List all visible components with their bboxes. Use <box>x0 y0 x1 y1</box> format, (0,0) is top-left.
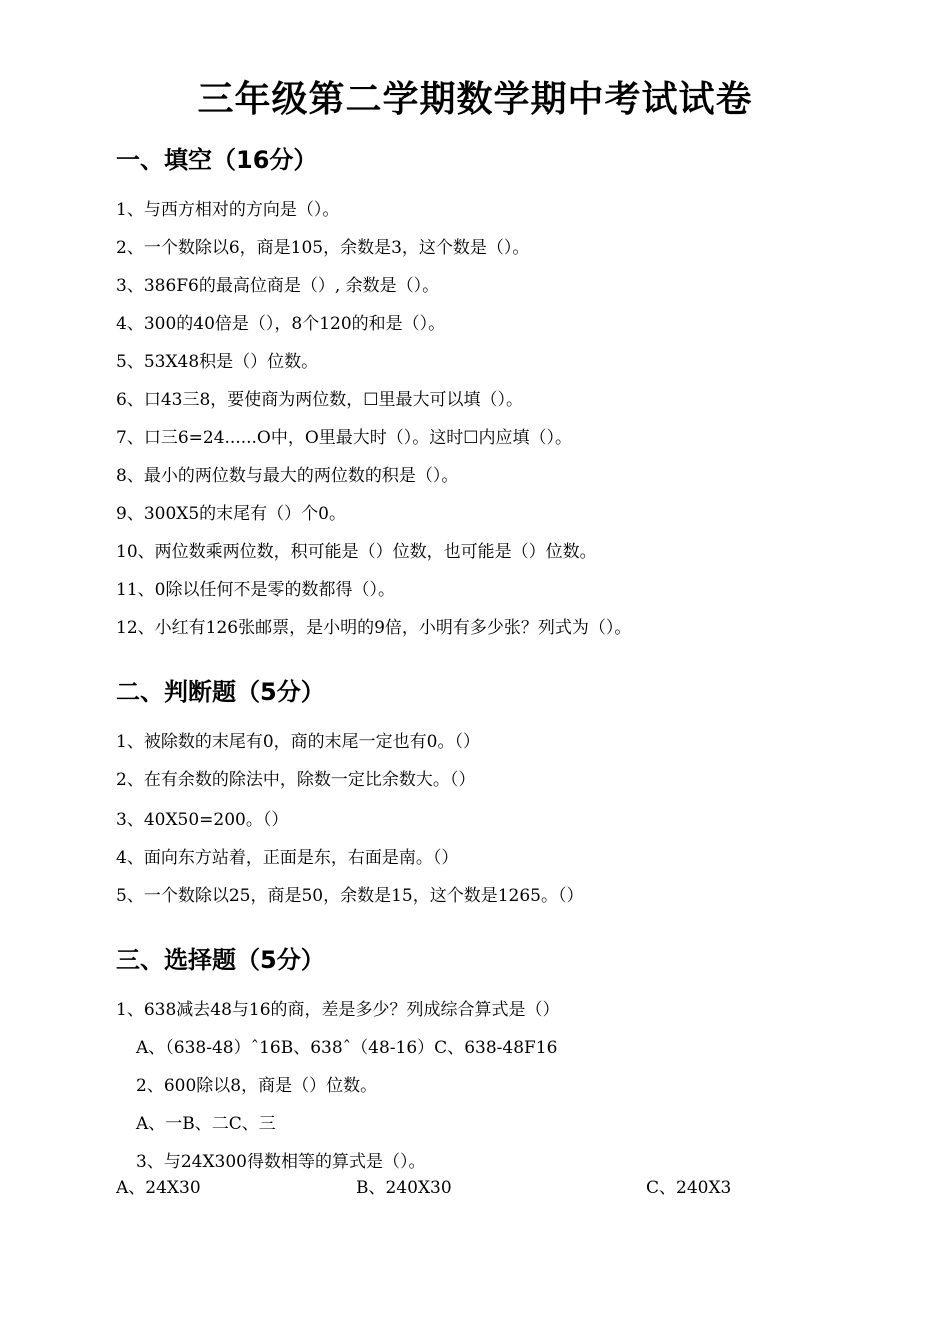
question-line: 1、被除数的末尾有0，商的末尾一定也有0。（） <box>116 732 480 752</box>
options-line: A、一B、二C、三 <box>136 1114 276 1134</box>
question-line: 3、40X50=200。（） <box>116 810 289 830</box>
question-line: 12、小红有126张邮票，是小明的9倍，小明有多少张？列式为（）。 <box>116 618 632 638</box>
question-line: 1、与西方相对的方向是（）。 <box>116 200 340 220</box>
question-line: 9、300X5的末尾有（）个0。 <box>116 504 346 524</box>
options-row <box>116 1176 816 1200</box>
option-c: C、240X3 <box>646 1178 732 1198</box>
question-line: 7、口三6=24......O中，O里最大时（）。这时☐内应填（）。 <box>116 428 573 448</box>
question-line: 8、最小的两位数与最大的两位数的积是（）。 <box>116 466 459 486</box>
question-line: 2、600除以8，商是（）位数。 <box>136 1076 378 1096</box>
section-heading-true-false: 二、判断题（5分） <box>116 678 325 706</box>
section-heading-fill-in: 一、填空（16分） <box>116 146 318 174</box>
page-title: 三年级第二学期数学期中考试试卷 <box>197 79 753 120</box>
question-line: 11、0除以任何不是零的数都得（）。 <box>116 580 395 600</box>
question-line: 2、在有余数的除法中，除数一定比余数大。（） <box>116 770 476 790</box>
question-line: 4、面向东方站着，正面是东，右面是南。（） <box>116 848 459 868</box>
question-line: 2、一个数除以6，商是105，余数是3，这个数是（）。 <box>116 238 530 258</box>
question-line: 5、一个数除以25，商是50，余数是15，这个数是1265。（） <box>116 886 584 906</box>
question-line: 4、300的40倍是（），8个120的和是（）。 <box>116 314 446 334</box>
question-line: 1、638减去48与16的商，差是多少？列成综合算式是（） <box>116 1000 560 1020</box>
question-line: 5、53X48积是（）位数。 <box>116 352 319 372</box>
option-a: A、24X30 <box>116 1178 201 1198</box>
question-line: 3、386F6的最高位商是（）, 余数是（）。 <box>116 276 440 296</box>
option-b: B、240X30 <box>356 1178 452 1198</box>
options-line: A、（638-48）ˆ16B、638ˆ（48-16）C、638-48F16 <box>136 1038 558 1058</box>
question-line: 10、两位数乘两位数，积可能是（）位数，也可能是（）位数。 <box>116 542 597 562</box>
question-line: 6、口43三8，要使商为两位数，☐里最大可以填（）。 <box>116 390 524 410</box>
section-heading-multiple-choice: 三、选择题（5分） <box>116 946 325 974</box>
question-line: 3、与24X300得数相等的算式是（）。 <box>136 1152 426 1172</box>
